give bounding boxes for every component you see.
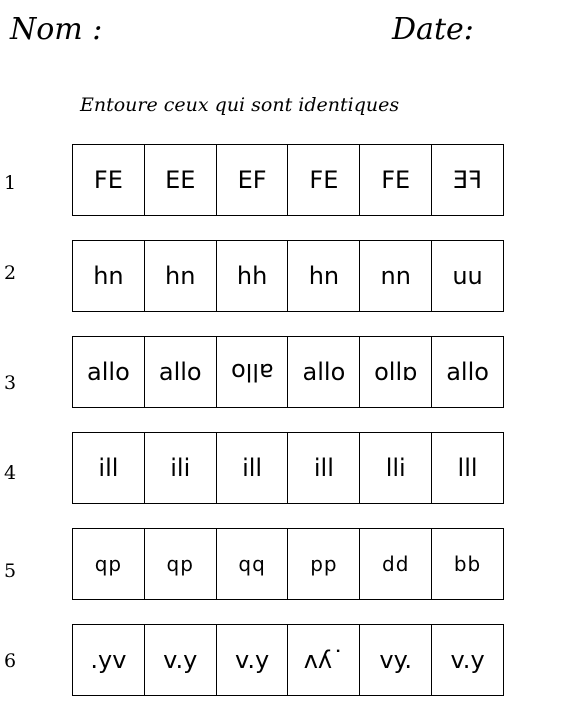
- row-4: [72, 432, 504, 504]
- cell-2-3[interactable]: hh: [217, 241, 289, 311]
- cell-5-5[interactable]: dd: [360, 529, 432, 599]
- row-number-5: 5: [4, 560, 17, 582]
- cell-4-2[interactable]: ili: [145, 433, 217, 503]
- row-number-4: 4: [4, 462, 17, 484]
- cell-3-1[interactable]: allo: [73, 337, 145, 407]
- cell-6-6[interactable]: v.y: [432, 625, 504, 695]
- cell-2-1[interactable]: hn: [73, 241, 145, 311]
- cell-2-4[interactable]: hn: [288, 241, 360, 311]
- cell-6-4[interactable]: ʌʎ˙: [288, 625, 360, 695]
- cell-2-6[interactable]: uu: [432, 241, 504, 311]
- cell-5-2[interactable]: qp: [145, 529, 217, 599]
- cell-1-2[interactable]: EE: [145, 145, 217, 215]
- cell-2-2[interactable]: hn: [145, 241, 217, 311]
- cell-3-3[interactable]: allo: [217, 337, 289, 407]
- row-number-3: 3: [4, 372, 17, 394]
- cell-6-3[interactable]: v.y: [217, 625, 289, 695]
- cell-3-6[interactable]: allo: [432, 337, 504, 407]
- cell-4-5[interactable]: lli: [360, 433, 432, 503]
- cell-2-5[interactable]: nn: [360, 241, 432, 311]
- date-label: Date:: [392, 12, 474, 47]
- cell-5-1[interactable]: qp: [73, 529, 145, 599]
- cell-3-5[interactable]: ollɒ: [360, 337, 432, 407]
- nom-label: Nom :: [10, 12, 103, 47]
- row-number-2: 2: [4, 262, 17, 284]
- row-number-1: 1: [4, 172, 17, 194]
- row-5: [72, 528, 504, 600]
- row-6: [72, 624, 504, 696]
- cell-4-1[interactable]: ill: [73, 433, 145, 503]
- cell-6-2[interactable]: v.y: [145, 625, 217, 695]
- cell-4-6[interactable]: lll: [432, 433, 504, 503]
- cell-6-5[interactable]: vy.: [360, 625, 432, 695]
- cell-4-4[interactable]: ill: [288, 433, 360, 503]
- row-3: [72, 336, 504, 408]
- cell-5-6[interactable]: bb: [432, 529, 504, 599]
- cell-3-4[interactable]: allo: [288, 337, 360, 407]
- row-1: [72, 144, 504, 216]
- cell-6-1[interactable]: .yv: [73, 625, 145, 695]
- row-number-6: 6: [4, 650, 17, 672]
- instruction-text: Entoure ceux qui sont identiques: [80, 94, 400, 116]
- cell-5-4[interactable]: pp: [288, 529, 360, 599]
- cell-1-5[interactable]: FE: [360, 145, 432, 215]
- cell-1-3[interactable]: EF: [217, 145, 289, 215]
- cell-1-1[interactable]: FE: [73, 145, 145, 215]
- cell-4-3[interactable]: ill: [217, 433, 289, 503]
- cell-1-4[interactable]: FE: [288, 145, 360, 215]
- cell-5-3[interactable]: qq: [217, 529, 289, 599]
- row-2: [72, 240, 504, 312]
- cell-1-6[interactable]: FE: [432, 145, 504, 215]
- cell-3-2[interactable]: allo: [145, 337, 217, 407]
